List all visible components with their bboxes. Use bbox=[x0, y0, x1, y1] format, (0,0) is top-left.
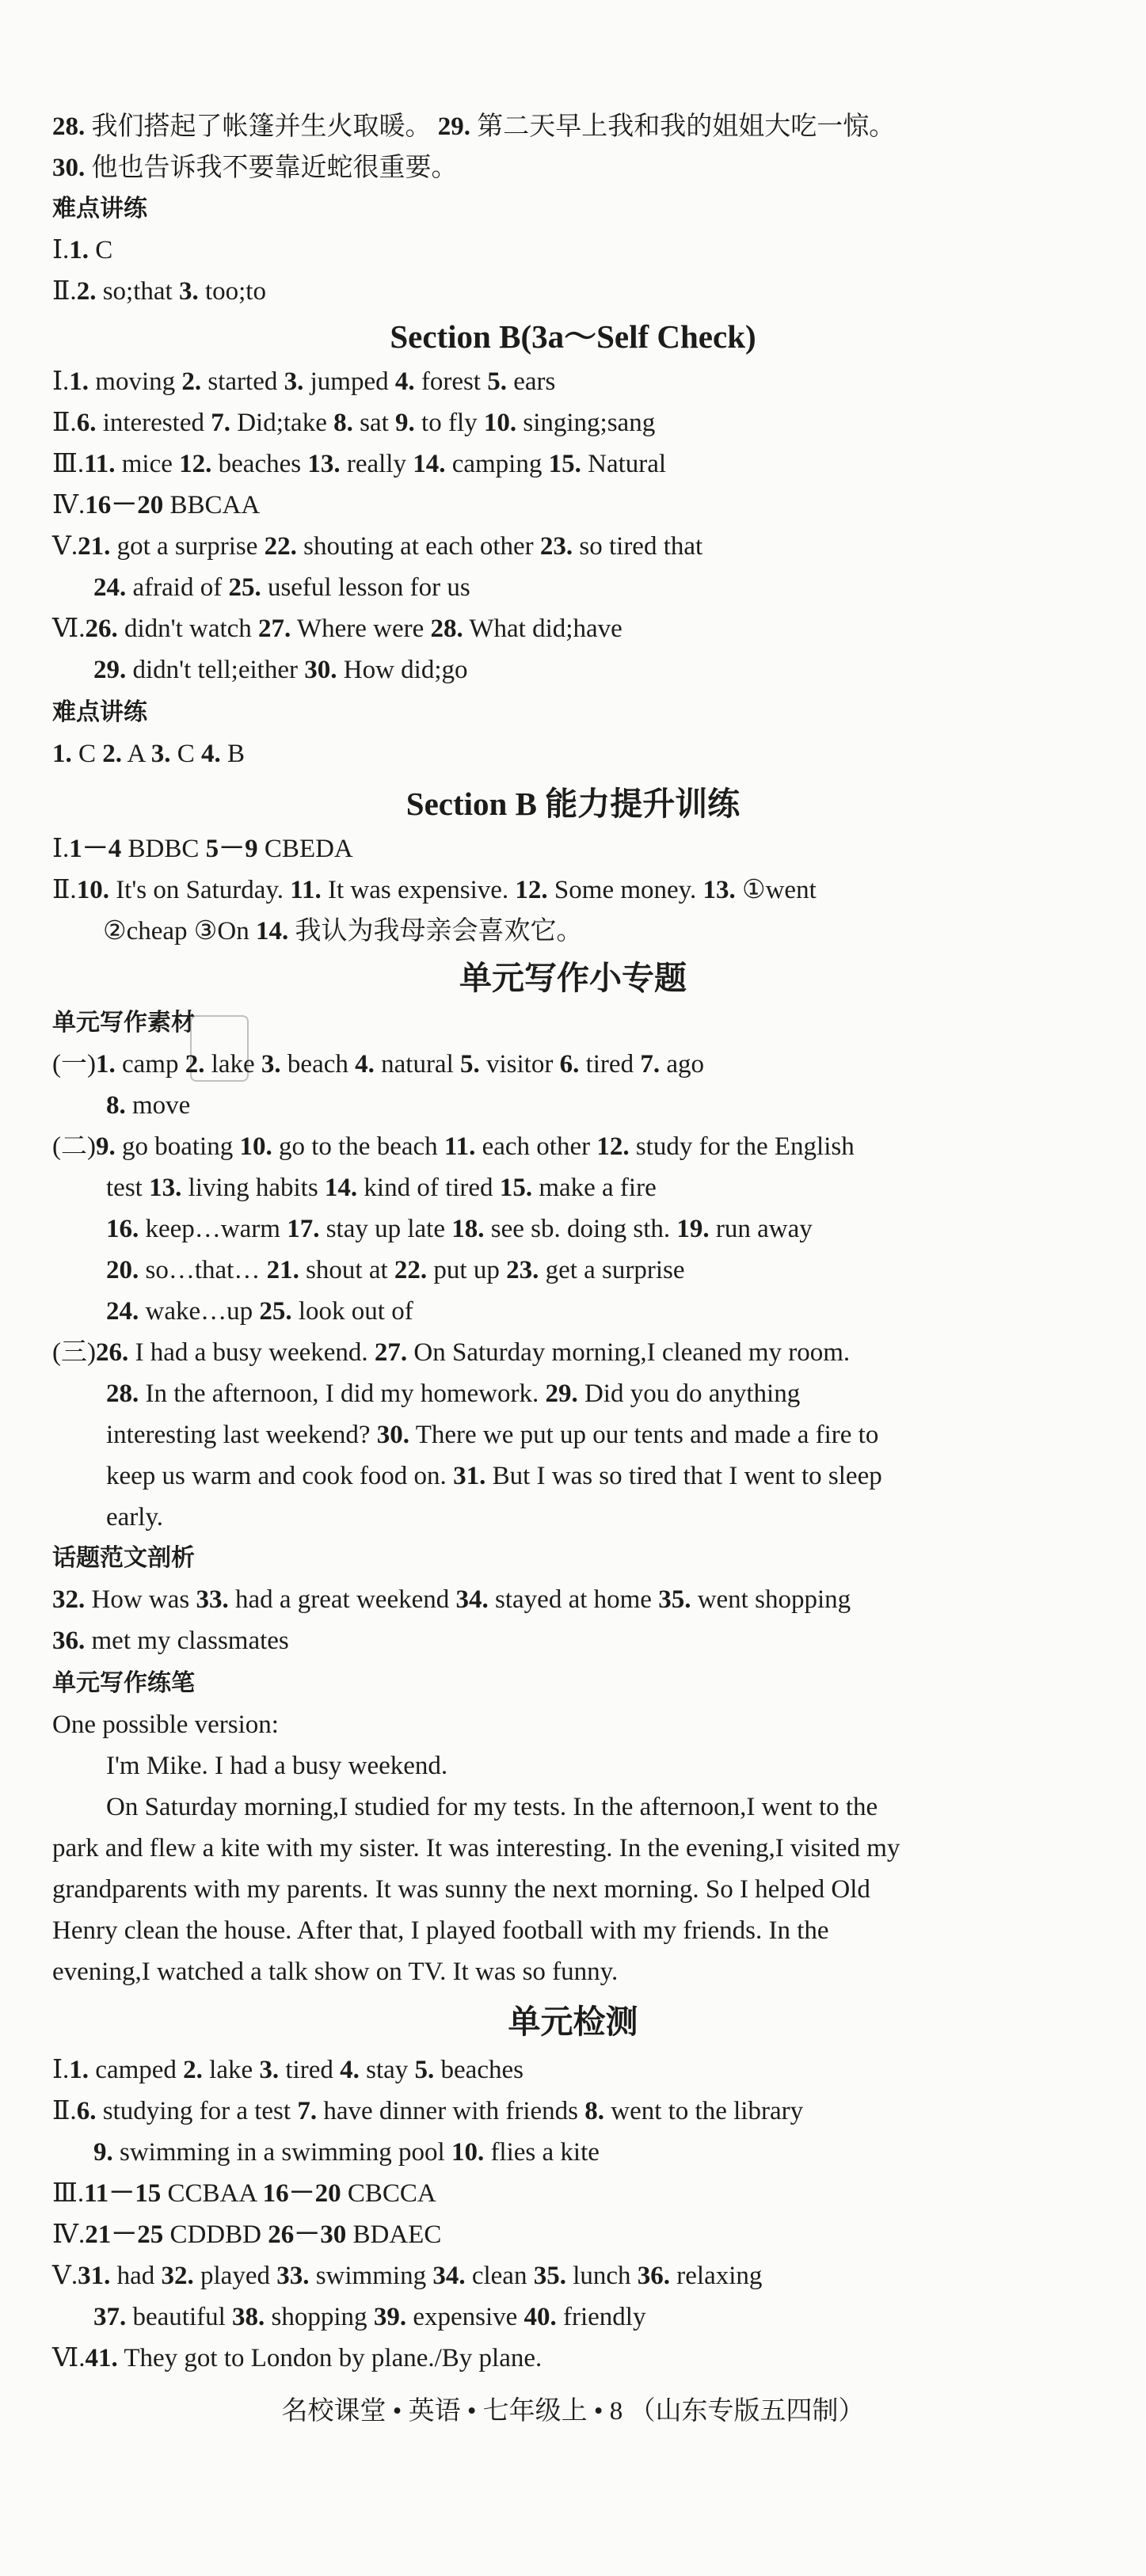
answer-line: keep us warm and cook food on. 31. But I was so tired that I went to sleep bbox=[106, 1462, 882, 1490]
essay-line: Henry clean the house. After that, I played football with my friends. In the bbox=[52, 1916, 829, 1945]
essay-line: On Saturday morning,I studied for my tests. In the afternoon,I went to the bbox=[106, 1793, 878, 1821]
answer-line: 29. didn't tell;either 30. How did;go bbox=[93, 656, 468, 684]
answer-line: Ⅱ.2. so;that 3. too;to bbox=[52, 277, 266, 306]
answer-line: Ⅳ.21－25 CDDBD 26－30 BDAEC bbox=[52, 2220, 442, 2249]
answer-line: (一)1. camp 2. lake 3. beach 4. natural 5. visitor 6. tired 7. ago bbox=[52, 1050, 704, 1079]
essay-line: park and flew a kite with my sister. It was interesting. In the evening,I visited my bbox=[52, 1834, 900, 1863]
essay-line: One possible version: bbox=[52, 1710, 279, 1739]
answer-line: interesting last weekend? 30. There we put up our tents and made a fire to bbox=[106, 1421, 879, 1449]
answer-line: Ⅴ.21. got a surprise 22. shouting at each other 23. so tired that bbox=[52, 532, 703, 561]
answer-line: 28. In the afternoon, I did my homework. 29. Did you do anything bbox=[106, 1379, 801, 1408]
answer-line: Ⅱ.10. It's on Saturday. 11. It was expensive. 12. Some money. 13. ①went bbox=[52, 876, 817, 904]
text-line: 28. 我们搭起了帐篷并生火取暖。 29. 第二天早上我和我的姐姐大吃一惊。 bbox=[52, 112, 896, 141]
answer-line: Ⅰ.1. moving 2. started 3. jumped 4. forest 5. ears bbox=[52, 367, 556, 396]
answer-line: Ⅲ.11－15 CCBAA 16－20 CBCCA bbox=[52, 2179, 436, 2208]
answer-line: ②cheap ③On 14. 我认为我母亲会喜欢它。 bbox=[103, 917, 583, 946]
answer-line: Ⅲ.11. mice 12. beaches 13. really 14. camping 15. Natural bbox=[52, 450, 667, 478]
answer-line: (三)26. I had a busy weekend. 27. On Saturday morning,I cleaned my room. bbox=[52, 1338, 851, 1367]
section-title: Section B 能力提升训练 bbox=[405, 786, 741, 822]
section-heading: 话题范文剖析 bbox=[52, 1544, 195, 1572]
answer-line: Ⅴ.31. had 32. played 33. swimming 34. clean 35. lunch 36. relaxing bbox=[52, 2262, 763, 2290]
answer-line: Ⅵ.41. They got to London by plane./By plane. bbox=[52, 2344, 543, 2372]
answer-line: 20. so…that… 21. shout at 22. put up 23. get a surprise bbox=[106, 1256, 685, 1284]
section-title: 单元写作小专题 bbox=[459, 960, 687, 996]
essay-line: I'm Mike. I had a busy weekend. bbox=[106, 1752, 448, 1780]
answer-line: Ⅱ.6. studying for a test 7. have dinner with friends 8. went to the library bbox=[52, 2097, 804, 2125]
page-footer: 名校课堂 • 英语 • 七年级上 • 8 （山东专版五四制） bbox=[281, 2397, 865, 2426]
answer-line: Ⅰ.1－4 BDBC 5－9 CBEDA bbox=[52, 835, 353, 863]
section-heading: 单元写作素材 bbox=[52, 1009, 195, 1037]
answer-line: Ⅰ.1. camped 2. lake 3. tired 4. stay 5. beaches bbox=[52, 2056, 524, 2084]
section-heading: 难点讲练 bbox=[52, 698, 147, 726]
answer-line: 16. keep…warm 17. stay up late 18. see sb. doing sth. 19. run away bbox=[106, 1215, 813, 1243]
section-title: Section B(3a～Self Check) bbox=[390, 318, 756, 355]
answer-line: 24. wake…up 25. look out of bbox=[106, 1297, 413, 1326]
answer-line: 37. beautiful 38. shopping 39. expensive 40. friendly bbox=[93, 2303, 646, 2331]
answer-line: 36. met my classmates bbox=[52, 1627, 289, 1655]
answer-line: (二)9. go boating 10. go to the beach 11. each other 12. study for the English bbox=[52, 1132, 855, 1161]
answer-line: 8. move bbox=[106, 1091, 191, 1120]
answer-line: Ⅰ.1. C bbox=[52, 236, 113, 264]
text-line: 30. 他也告诉我不要靠近蛇很重要。 bbox=[52, 154, 458, 182]
answer-line: 9. swimming in a swimming pool 10. flies a kite bbox=[93, 2138, 600, 2167]
answer-line: Ⅱ.6. interested 7. Did;take 8. sat 9. to fly 10. singing;sang bbox=[52, 409, 656, 437]
answer-line: 1. C 2. A 3. C 4. B bbox=[52, 740, 245, 768]
section-heading: 难点讲练 bbox=[52, 195, 147, 223]
section-title: 单元检测 bbox=[508, 2003, 638, 2040]
answer-line: Ⅳ.16－20 BBCAA bbox=[52, 491, 261, 519]
essay-line: grandparents with my parents. It was sunny the next morning. So I helped Old bbox=[52, 1875, 870, 1904]
essay-line: evening,I watched a talk show on TV. It was so funny. bbox=[52, 1958, 619, 1986]
answer-line: 32. How was 33. had a great weekend 34. stayed at home 35. went shopping bbox=[52, 1585, 851, 1614]
answer-line: test 13. living habits 14. kind of tired 15. make a fire bbox=[106, 1174, 657, 1202]
answer-line: early. bbox=[106, 1503, 164, 1532]
answer-line: Ⅵ.26. didn't watch 27. Where were 28. What did;have bbox=[52, 615, 622, 643]
section-heading: 单元写作练笔 bbox=[52, 1669, 195, 1697]
answer-line: 24. afraid of 25. useful lesson for us bbox=[93, 573, 470, 602]
